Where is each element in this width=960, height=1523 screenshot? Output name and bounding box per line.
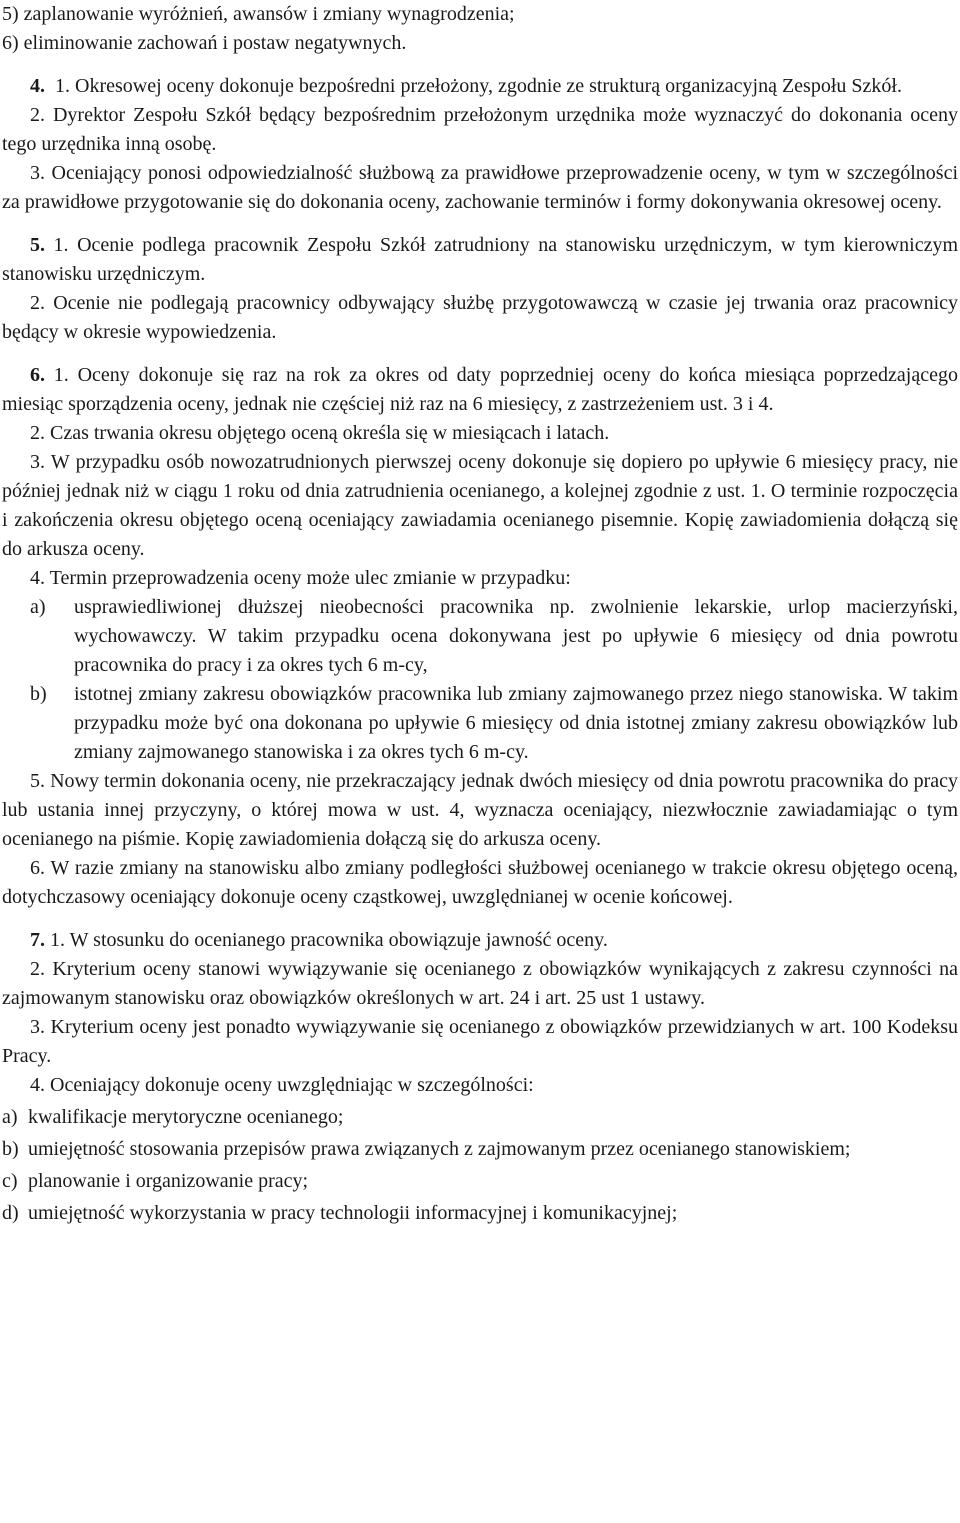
section-6-paragraph-1	[2, 361, 958, 419]
section-5-paragraph-1	[2, 231, 958, 289]
section-6-paragraph-3: 3. W przypadku osób nowozatrudnionych pierwszej oceny dokonuje się dopiero po upływie 6 miesięcy pracy, nie później jednak niż w ciągu 1 roku od dnia zatrudnienia ocenianego, a kolejnej zgodnie z ust. 1. O terminie rozpoczęcia i zakończenia okresu objętego oceną oceniający zawiadamia ocenianego pisemnie. Kopię zawiadomienia dołączą się do arkusza oceny.	[2, 451, 958, 560]
list-label: d)	[2, 1202, 19, 1224]
section-7-paragraph-4: 4. Oceniający dokonuje oceny uwzględniając w szczególności:	[30, 1074, 534, 1096]
paragraph-text: 1. W stosunku do ocenianego pracownika obowiązuje jawność oceny.	[50, 929, 608, 951]
paragraph-text: Oceniający ponosi odpowiedzialność służbową za prawidłowe przeprowadzenie oceny, w tym w szczególności za prawidłowe przygotowanie się do dokonania oceny, zachowanie terminów i formy dokonywania okresowej oceny.	[2, 162, 958, 213]
paragraph-number: 2.	[30, 292, 45, 314]
paragraph-number: 1.	[55, 75, 70, 97]
list-text: istotnej zmiany zakresu obowiązków pracownika lub zmiany zajmowanego przez niego stanowiska. W takim przypadku może być ona dokonana po upływie 6 miesięcy od dnia istotnej zmiany zakresu obowiązków lub zmiany zajmowanego stanowiska i za okres tych 6 m-cy.	[74, 683, 958, 763]
list-item	[2, 1199, 958, 1228]
section-7-paragraph-1	[2, 926, 958, 955]
list-text: planowanie i organizowanie pracy;	[28, 1170, 309, 1192]
section-number: 4.	[30, 75, 45, 97]
list-text: kwalifikacje merytoryczne ocenianego;	[28, 1106, 344, 1128]
paragraph-text: Ocenie nie podlegają pracownicy odbywający służbę przygotowawczą w czasie jej trwania oraz pracownicy będący w okresie wypowiedzenia.	[2, 292, 958, 343]
section-4-paragraph-2	[2, 101, 958, 159]
paragraph-text: Ocenie podlega pracownik Zespołu Szkół zatrudniony na stanowisku urzędniczym, w tym kierowniczym stanowisku urzędniczym.	[2, 234, 959, 285]
paragraph-text: Okresowej oceny dokonuje bezpośredni przełożony, zgodnie ze strukturą organizacyjną Zespołu Szkół.	[75, 75, 902, 97]
list-item	[2, 680, 958, 767]
list-label: a)	[30, 596, 46, 618]
section-4-paragraph-3	[2, 159, 958, 217]
paragraph-text: Oceny dokonuje się raz na rok za okres od daty poprzedniej oceny do końca miesiąca poprzedzającego miesiąc sporządzenia oceny, jednak nie częściej niż raz na 6 miesięcy, z zastrzeżeniem ust. 3 i 4.	[2, 364, 958, 415]
section-6-paragraph-4: 4. Termin przeprowadzenia oceny może ulec zmianie w przypadku:	[30, 567, 571, 589]
list-item	[2, 1167, 958, 1196]
section-5-paragraph-2	[2, 289, 958, 347]
list-item: 5) zaplanowanie wyróżnień, awansów i zmiany wynagrodzenia;	[2, 3, 515, 25]
paragraph-number: 3.	[30, 162, 45, 184]
section-6-paragraph-6: 6. W razie zmiany na stanowisku albo zmiany podległości służbowej ocenianego w trakcie okresu objętego oceną, dotychczasowy oceniający dokonuje oceny cząstkowej, uwzględnianej w ocenie końcowej.	[2, 857, 958, 908]
list-text: usprawiedliwionej dłuższej nieobecności pracownika np. zwolnienie lekarskie, urlop macierzyński, wychowawczy. W takim przypadku ocena dokonywana jest po upływie 6 miesięcy od dnia powrotu pracownika do pracy i za okres tych 6 m-cy,	[74, 596, 958, 676]
paragraph-text: Dyrektor Zespołu Szkół będący bezpośrednim przełożonym urzędnika może wyznaczyć do dokonania oceny tego urzędnika inną osobę.	[2, 104, 958, 155]
section-number: 5.	[30, 234, 45, 256]
paragraph-number: 1.	[53, 364, 69, 386]
list-item: 6) eliminowanie zachowań i postaw negatywnych.	[2, 32, 407, 54]
section-6-list	[2, 593, 958, 767]
list-text: umiejętność wykorzystania w pracy technologii informacyjnej i komunikacyjnej;	[28, 1202, 678, 1224]
section-7-paragraph-2: 2. Kryterium oceny stanowi wywiązywanie się ocenianego z obowiązków wynikających z zakresu czynności na zajmowanym stanowisku oraz obowiązków określonych w art. 24 i art. 25 ust 1 ustawy.	[2, 958, 958, 1009]
list-label: a)	[2, 1106, 18, 1128]
section-6-paragraph-5: 5. Nowy termin dokonania oceny, nie przekraczający jednak dwóch miesięcy od dnia powrotu pracownika do pracy lub ustania innej przyczyny, o której mowa w ust. 4, wyznacza oceniający, niezwłocznie zawiadamiając o tym ocenianego na piśmie. Kopię zawiadomienia dołączą się do arkusza oceny.	[2, 770, 958, 850]
paragraph-number: 2.	[30, 104, 45, 126]
list-item	[2, 593, 958, 680]
list-label: b)	[2, 1138, 19, 1160]
list-text: umiejętność stosowania przepisów prawa związanych z zajmowanym przez ocenianego stanowiskiem;	[28, 1138, 851, 1160]
list-item	[2, 1103, 958, 1132]
section-4-paragraph-1	[2, 72, 958, 101]
paragraph-number: 1.	[53, 234, 69, 256]
section-number: 6.	[30, 364, 45, 386]
section-6-paragraph-2: 2. Czas trwania okresu objętego oceną określa się w miesiącach i latach.	[30, 422, 610, 444]
section-7-paragraph-3: 3. Kryterium oceny jest ponadto wywiązywanie się ocenianego z obowiązków przewidzianych w art. 100 Kodeksu Pracy.	[2, 1016, 958, 1067]
list-item	[2, 1135, 958, 1164]
section-7-list	[2, 1103, 958, 1228]
list-label: b)	[30, 683, 47, 705]
section-number: 7.	[30, 929, 45, 951]
list-label: c)	[2, 1170, 18, 1192]
